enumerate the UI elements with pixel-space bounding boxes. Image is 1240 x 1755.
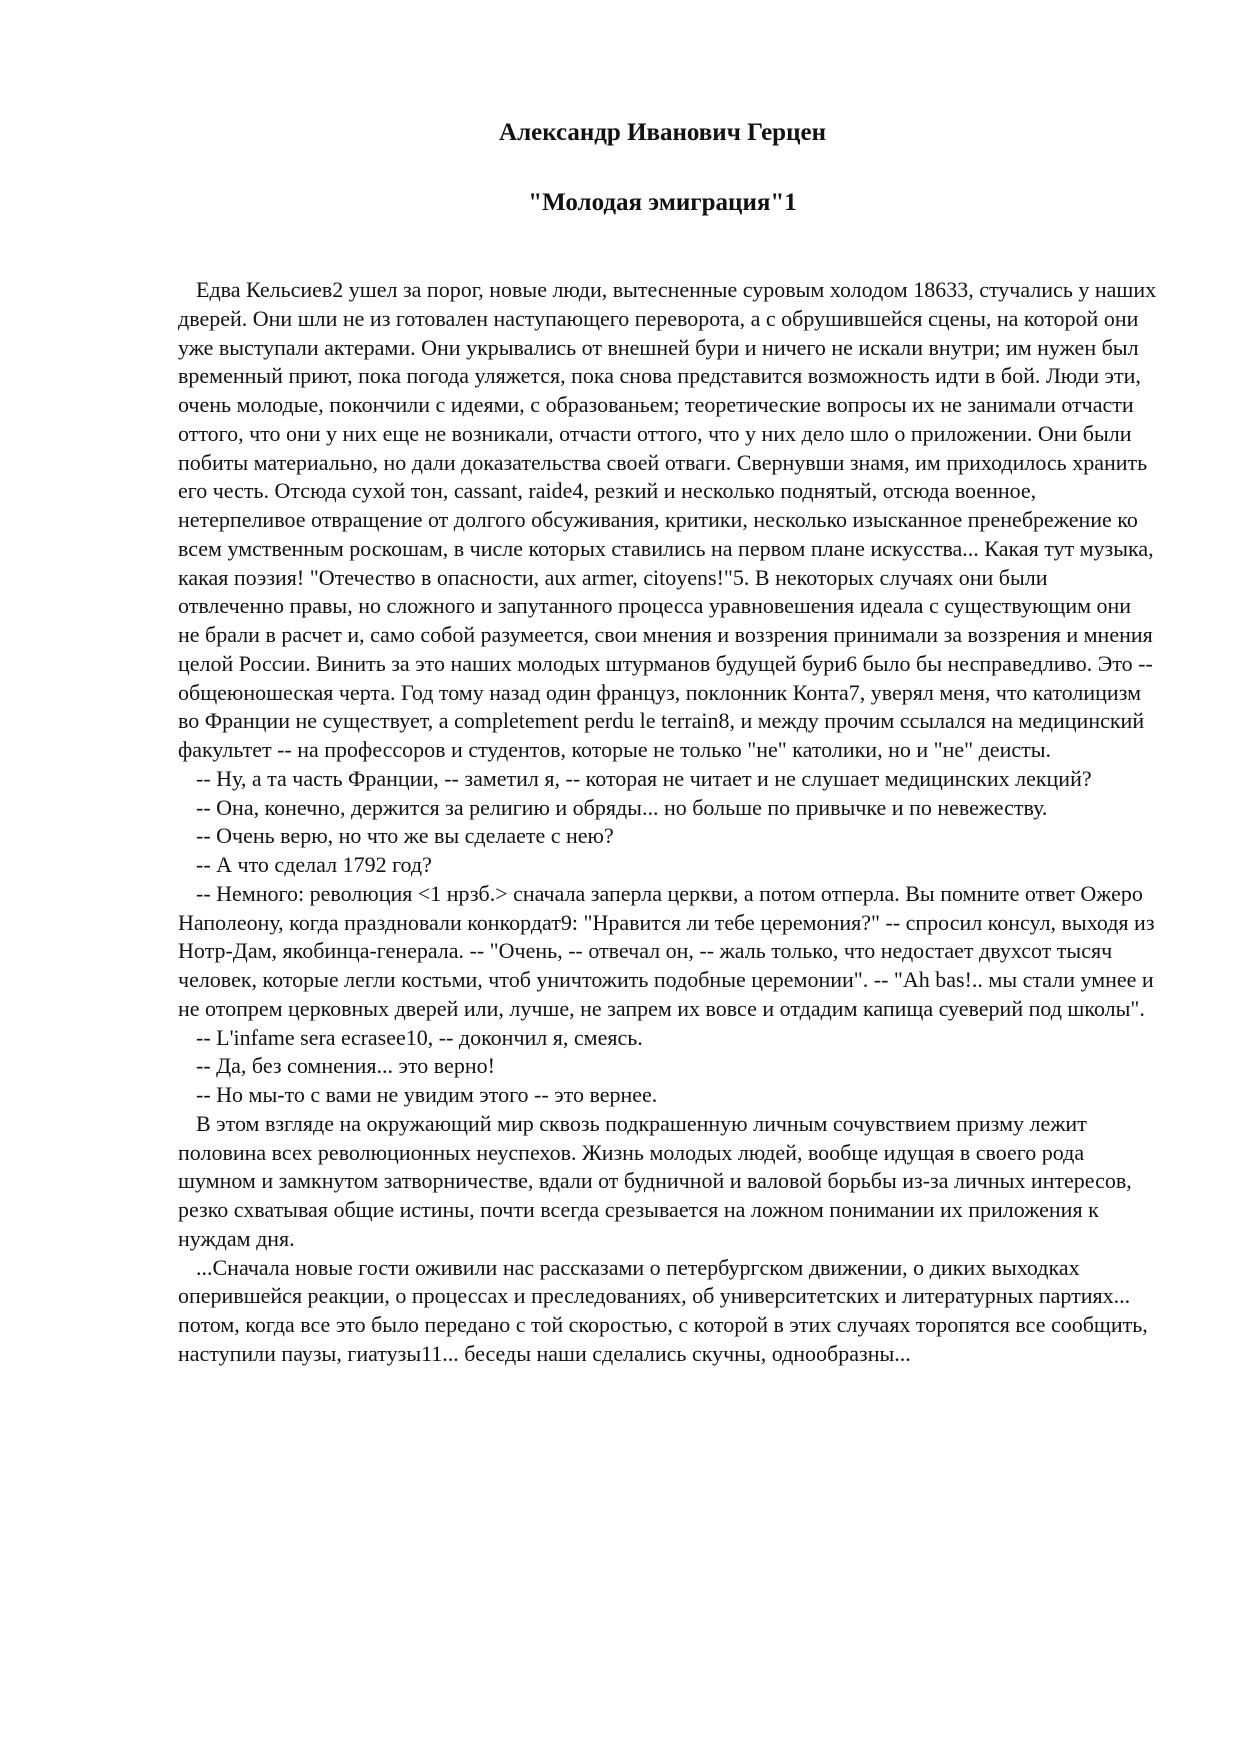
- dialogue-line: -- А что сделал 1792 год?: [196, 852, 432, 877]
- dialogue-line: -- Ну, а та часть Франции, -- заметил я, -- которая не читает и не слушает медицинских лекций?: [196, 765, 1092, 791]
- dialogue-line: -- L'infame sera ecrasee10, -- докончил я, смеясь.: [196, 1024, 643, 1050]
- author-heading: Александр Иванович Герцен: [499, 119, 826, 146]
- dialogue-line: -- Но мы-то с вами не увидим этого -- это вернее.: [196, 1082, 658, 1107]
- paragraph: ...Сначала новые гости оживили нас рассказами о петербургском движении, о диких выходках оперившейся реакции, о процессах и преследованиях, об университетских и литературных партиях... потом, когда все это было передано с той скоростью, с которой в этих случаях торопятся все сообщить, наступили паузы, гиатузы11... беседы наши сделались скучны, однообразны...: [178, 1254, 1148, 1366]
- dialogue-line: -- Очень верю, но что же вы сделаете с нею?: [196, 823, 614, 849]
- dialogue-line: -- Немного: революция <1 нрзб.> сначала заперла церкви, а потом отперла. Вы помните ответ Ожеро Наполеону, когда праздновали конкордат9: "Нравится ли тебе церемония?" -- спросил консул, выходя из Нотр-Дам, якобинца-генерала. -- "Очень, -- отвечал он, -- жаль только, что недостает двухсот тысяч человек, которые легли костьми, чтоб уничтожить подобные церемонии". -- "Ah bas!.. мы стали умнее и не отопрем церковных дверей или, лучше, не запрем их вовсе и отдадим капища суеверий под школы".: [178, 880, 1155, 1021]
- page-title: "Молодая эмиграция"1: [528, 189, 797, 216]
- dialogue-line: -- Да, без сомнения... это верно!: [196, 1053, 495, 1079]
- body-text: [178, 276, 1158, 1369]
- paragraph: Едва Кельсиев2 ушел за порог, новые люди, вытесненные суровым холодом 18633, стучались у наших дверей. Они шли не из готовален наступающего переворота, а с обрушившейся сцены, на которой они уже выступали актерами. Они укрывались от внешней бури и ничего не искали внутри; им нужен был временный приют, пока погода уляжется, пока снова представится возможность идти в бой. Люди эти, очень молодые, покончили с идеями, с образованьем; теоретические вопросы их не занимали отчасти оттого, что они у них еще не возникали, отчасти оттого, что у них дело шло о приложении. Они были побиты материально, но дали доказательства своей отваги. Свернувши знамя, им приходилось хранить его честь. Отсюда сухой тон, cassant, raide4, резкий и несколько поднятый, отсюда военное, нетерпеливое отвращение от долгого обсуживания, критики, несколько изысканное пренебрежение ко всем умственным роскошам, в числе которых ставились на первом плане искусства... Какая тут музыка, какая поэзия! "Отечество в опасности, aux armer, citoyens!"5. В некоторых случаях они были отвлеченно правы, но сложного и запутанного процесса уравновешения идеала с существующим они не брали в расчет и, само собой разумеется, свои мнения и воззрения принимали за воззрения и мнения целой России. Винить за это наших молодых штурманов будущей бури6 было бы несправедливо. Это -- общеюношеская черта. Год тому назад один француз, поклонник Конта7, уверял меня, что католицизм во Франции не существует, а completement perdu le terrain8, и между прочим ссылался на медицинский факультет -- на профессоров и студентов, которые не только "не" католики, но и "не" деисты.: [178, 277, 1157, 762]
- dialogue-line: -- Она, конечно, держится за религию и обряды... но больше по привычке и по невежеству.: [196, 794, 1048, 820]
- paragraph: В этом взгляде на окружающий мир сквозь подкрашенную личным сочувствием призму лежит половина всех революционных неуспехов. Жизнь молодых людей, вообще идущая в своего рода шумном и замкнутом затворничестве, вдали от будничной и валовой борьбы из-за личных интересов, резко схватывая общие истины, почти всегда срезывается на ложном понимании их приложения к нуждам дня.: [178, 1110, 1132, 1251]
